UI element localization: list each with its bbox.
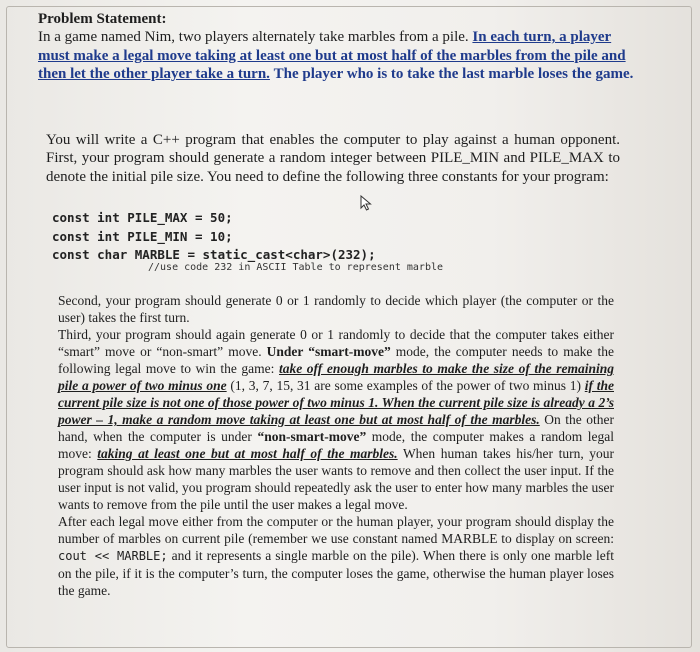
- inline-code-cout: cout << MARBLE;: [58, 549, 168, 563]
- problem-title: Problem Statement:: [38, 11, 167, 27]
- non-smart-move-label: “non-smart-move”: [257, 429, 367, 444]
- third-paragraph: [58, 326, 614, 513]
- after-text-b: and it represents a single marble on the pile). When there is only one marble left on the pile, if it is the computer’s turn, the computer loses the game, otherwise the human player loses the game.: [58, 548, 614, 598]
- power-examples: (1, 3, 7, 15, 31 are some examples of the power of two minus 1): [226, 378, 585, 393]
- after-move-paragraph: [58, 513, 614, 599]
- problem-loss: The player who is to take the last marble loses the game.: [273, 66, 634, 83]
- third-text-a: Third, your program should again generate 0 or 1 randomly to decide that the computer takes either “smart” move or “non-smart” move.: [58, 327, 614, 359]
- intro-paragraph: You will write a C++ program that enables the computer to play against a human opponent. First, your program should generate a random integer between PILE_MIN and PILE_MAX to denote the initial pile size. You need to define the following three constants for your program:: [46, 132, 620, 185]
- third-text-i: mode, the computer makes a random legal move:: [58, 429, 615, 461]
- main-body: [58, 292, 614, 599]
- smart-move-condition: if the current pile size is not one of those power of two minus 1. When the current pile size is already a 2’s power – 1, make a random move taking at least one but at most half of the marbles.: [58, 378, 614, 427]
- problem-statement: [38, 10, 638, 84]
- smart-move-label: Under “smart-move”: [266, 344, 391, 359]
- problem-rule: In each turn, a player must make a legal move taking at least one but at most half of the marbles from the pile and then let the other player take a turn.: [38, 29, 626, 83]
- code-line-pile-max: const int PILE_MAX = 50;: [52, 210, 233, 225]
- code-comment: //use code 232 in ASCII Table to represent marble: [148, 262, 444, 273]
- problem-intro: In a game named Nim, two players alternately take marbles from a pile.: [38, 29, 473, 46]
- code-block: [52, 209, 376, 265]
- non-smart-move-rule: taking at least one but at most half of the marbles.: [97, 446, 398, 461]
- code-line-marble: const char MARBLE = static_cast<char>(232);: [52, 247, 376, 263]
- second-paragraph: Second, your program should generate 0 or 1 randomly to decide which player (the computer or the user) takes the first turn.: [58, 293, 614, 325]
- third-text-g: On the other hand, when the computer is under: [58, 412, 615, 444]
- smart-move-rule: take off enough marbles to make the size of the remaining pile a power of two minus one: [58, 361, 614, 393]
- human-turn-text: When human takes his/her turn, your program should ask how many marbles the user wants to remove and then collect the user input. If the user input is not valid, you program should repeatedly ask the user to enter how many marbles the user wants to remove from the pile until the user makes a legal move.: [58, 446, 614, 512]
- problem-text: [38, 28, 638, 83]
- third-text-c: mode, the computer needs to make the following legal move to win the game:: [58, 344, 614, 376]
- code-line-pile-min: const int PILE_MIN = 10;: [52, 228, 233, 244]
- after-text-a: After each legal move either from the computer or the human player, your program should display the number of marbles on current pile (remember we use constant named MARBLE to display on screen:: [58, 514, 614, 546]
